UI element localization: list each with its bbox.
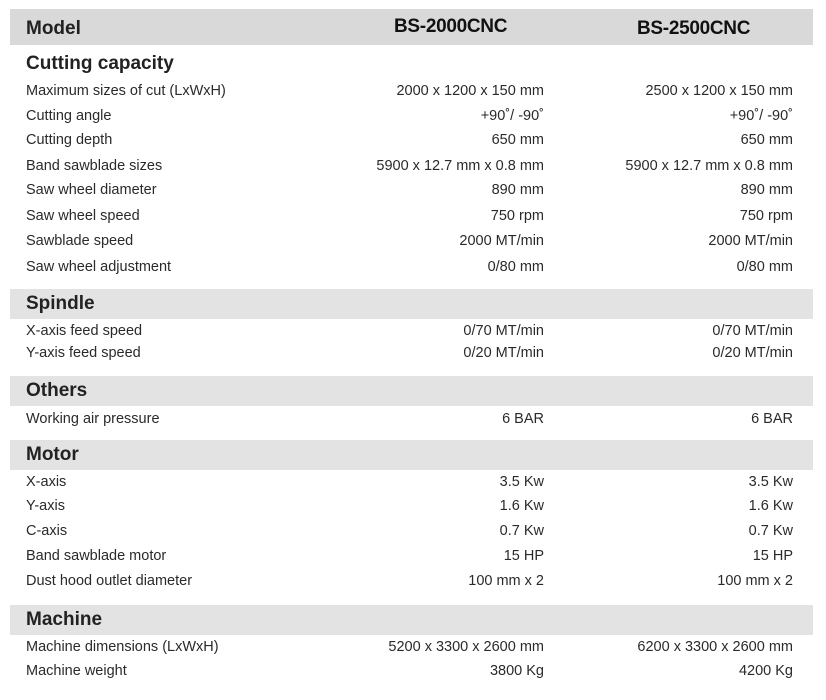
section-spindle: [10, 289, 813, 319]
row-label: Sawblade speed: [26, 233, 134, 249]
section-title: Spindle: [26, 293, 95, 314]
row-label: X-axis: [26, 474, 67, 490]
table-row: [10, 231, 813, 253]
row-value-bs-2500cnc: 2500 x 1200 x 150 mm: [645, 83, 793, 99]
row-value-bs-2500cnc: 4200 Kg: [738, 663, 793, 679]
row-label: Saw wheel speed: [26, 208, 140, 224]
row-value-bs-2000cnc: 750 rpm: [490, 208, 544, 224]
row-value-bs-2000cnc: 5200 x 3300 x 2600 mm: [388, 639, 544, 655]
row-label: Maximum sizes of cut (LxWxH): [26, 83, 226, 99]
header-model-label: Model: [26, 18, 81, 39]
row-label: Saw wheel adjustment: [26, 259, 172, 275]
row-label: Band sawblade motor: [26, 548, 167, 564]
table-row: [10, 496, 813, 518]
table-row: [10, 521, 813, 543]
section-machine: [10, 605, 813, 635]
header-col-bs-2500cnc: BS-2500CNC: [637, 18, 751, 39]
row-value-bs-2500cnc: 6 BAR: [751, 411, 793, 427]
row-value-bs-2000cnc: 0/20 MT/min: [463, 345, 544, 361]
row-value-bs-2000cnc: 0/70 MT/min: [463, 323, 544, 339]
row-value-bs-2500cnc: 0.7 Kw: [748, 523, 793, 539]
row-value-bs-2500cnc: 3.5 Kw: [748, 474, 793, 490]
table-header: [10, 9, 813, 45]
row-label: Saw wheel diameter: [26, 182, 157, 198]
row-label: C-axis: [26, 523, 68, 539]
row-value-bs-2500cnc: 100 mm x 2: [717, 573, 793, 589]
table-row: [10, 321, 813, 343]
row-value-bs-2000cnc: +90˚/ -90˚: [480, 108, 544, 124]
row-label: Cutting depth: [26, 132, 113, 148]
table-row: [10, 257, 813, 279]
row-label: Working air pressure: [26, 411, 160, 427]
row-value-bs-2000cnc: 1.6 Kw: [499, 498, 544, 514]
section-title: Motor: [26, 444, 79, 465]
table-row: [10, 156, 813, 178]
row-value-bs-2000cnc: 2000 x 1200 x 150 mm: [396, 83, 544, 99]
row-value-bs-2500cnc: +90˚/ -90˚: [729, 108, 793, 124]
row-value-bs-2500cnc: 15 HP: [752, 548, 793, 564]
table-row: [10, 661, 813, 683]
row-value-bs-2000cnc: 0.7 Kw: [499, 523, 544, 539]
row-value-bs-2500cnc: 0/20 MT/min: [712, 345, 793, 361]
row-value-bs-2500cnc: 890 mm: [740, 182, 793, 198]
row-label: X-axis feed speed: [26, 323, 143, 339]
table-row: [10, 571, 813, 593]
table-row: [10, 546, 813, 568]
row-value-bs-2000cnc: 6 BAR: [502, 411, 544, 427]
row-value-bs-2000cnc: 650 mm: [491, 132, 544, 148]
row-value-bs-2500cnc: 0/70 MT/min: [712, 323, 793, 339]
row-value-bs-2500cnc: 650 mm: [740, 132, 793, 148]
row-value-bs-2000cnc: 15 HP: [503, 548, 544, 564]
row-value-bs-2000cnc: 890 mm: [491, 182, 544, 198]
row-label: Band sawblade sizes: [26, 158, 163, 174]
row-value-bs-2000cnc: 3800 Kg: [489, 663, 544, 679]
row-label: Machine weight: [26, 663, 127, 679]
row-label: Dust hood outlet diameter: [26, 573, 193, 589]
row-label: Machine dimensions (LxWxH): [26, 639, 219, 655]
row-value-bs-2000cnc: 0/80 mm: [487, 259, 544, 275]
table-row: [10, 472, 813, 494]
table-row: [10, 180, 813, 202]
section-motor: [10, 440, 813, 470]
table-row: [10, 106, 813, 128]
section-title: Machine: [26, 609, 103, 630]
row-value-bs-2500cnc: 0/80 mm: [736, 259, 793, 275]
section-others: [10, 376, 813, 406]
row-value-bs-2000cnc: 3.5 Kw: [499, 474, 544, 490]
row-value-bs-2000cnc: 100 mm x 2: [468, 573, 544, 589]
table-row: [10, 409, 813, 431]
row-value-bs-2000cnc: 2000 MT/min: [459, 233, 544, 249]
table-row: [10, 206, 813, 228]
table-row: [10, 637, 813, 659]
row-label: Cutting angle: [26, 108, 112, 124]
row-value-bs-2500cnc: 5900 x 12.7 mm x 0.8 mm: [625, 158, 793, 174]
header-col-bs-2000cnc: BS-2000CNC: [394, 16, 508, 37]
row-value-bs-2500cnc: 750 rpm: [739, 208, 793, 224]
table-row: [10, 81, 813, 103]
row-value-bs-2500cnc: 1.6 Kw: [748, 498, 793, 514]
table-row: [10, 130, 813, 152]
section-title: Others: [26, 380, 88, 401]
row-value-bs-2000cnc: 5900 x 12.7 mm x 0.8 mm: [376, 158, 544, 174]
row-label: Y-axis feed speed: [26, 345, 141, 361]
row-value-bs-2500cnc: 2000 MT/min: [708, 233, 793, 249]
section-cutting-capacity: [10, 49, 813, 79]
row-value-bs-2500cnc: 6200 x 3300 x 2600 mm: [637, 639, 793, 655]
table-row: [10, 343, 813, 365]
row-label: Y-axis: [26, 498, 65, 514]
section-title: Cutting capacity: [26, 53, 174, 74]
